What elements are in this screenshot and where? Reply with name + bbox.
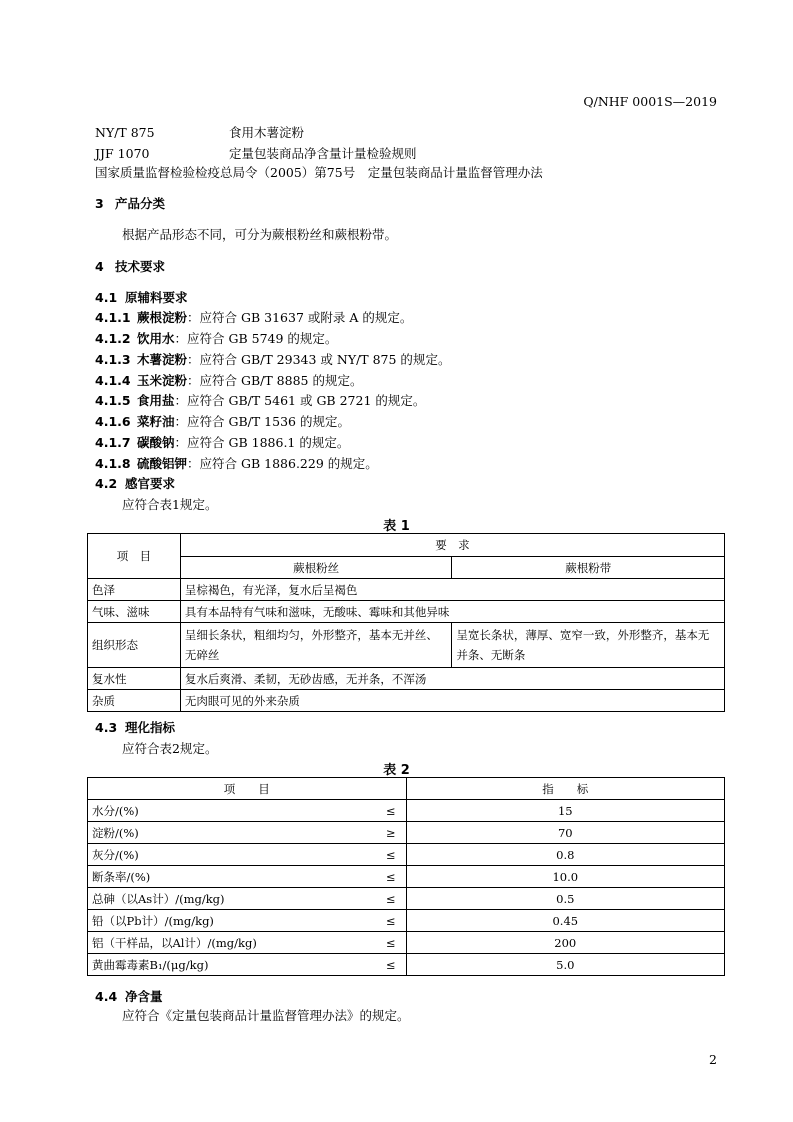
requirement-item: 4.1.4 玉米淀粉：应符合 GB/T 8885 的规定。 <box>95 373 363 388</box>
requirement-item: 4.1.2 饮用水：应符合 GB 5749 的规定。 <box>95 331 338 346</box>
table-row: 断条率/(%) ≤ 10.0 <box>88 866 725 888</box>
table-header-indicator: 指 标 <box>406 778 724 800</box>
table-1-caption: 表 1 <box>383 519 410 534</box>
table-row: 水分/(%) ≤ 15 <box>88 800 725 822</box>
table-row: 灰分/(%) ≤ 0.8 <box>88 844 725 866</box>
section-4-2-text: 应符合表1规定。 <box>122 497 218 512</box>
requirement-item: 4.1.6 菜籽油：应符合 GB/T 1536 的规定。 <box>95 414 350 429</box>
physicochemical-table <box>87 777 725 976</box>
section-4-2-heading: 4.2 感官要求 <box>95 476 176 491</box>
table-row: 组织形态 呈细长条状，粗细均匀，外形整齐，基本无并丝、无碎丝 呈宽长条状，薄厚、宽窄一致，外形整齐，基本无并条、无断条 <box>88 623 725 668</box>
table-header-requirement: 要 求 <box>180 534 724 557</box>
reference-row: 国家质量监督检验检疫总局令（2005）第75号 定量包装商品计量监督管理办法 <box>95 165 543 180</box>
table-row: 总砷（以As计）/(mg/kg) ≤ 0.5 <box>88 888 725 910</box>
requirement-item: 4.1.8 硫酸铝钾：应符合 GB 1886.229 的规定。 <box>95 456 378 471</box>
section-4-3-heading: 4.3 理化指标 <box>95 720 176 735</box>
section-4-3-text: 应符合表2规定。 <box>122 741 218 756</box>
table-header-fensi: 蕨根粉丝 <box>180 557 452 579</box>
table-row: 铅（以Pb计）/(mg/kg) ≤ 0.45 <box>88 910 725 932</box>
requirement-item: 4.1.5 食用盐：应符合 GB/T 5461 或 GB 2721 的规定。 <box>95 393 426 408</box>
reference-title: 定量包装商品净含量计量检验规则 <box>229 146 417 161</box>
table-row: 铝（干样品，以Al计）/(mg/kg) ≤ 200 <box>88 932 725 954</box>
table-row: 杂质 无肉眼可见的外来杂质 <box>88 690 725 712</box>
table-row: 气味、滋味 具有本品特有气味和滋味，无酸味、霉味和其他异味 <box>88 601 725 623</box>
table-2-caption: 表 2 <box>383 763 410 778</box>
table-row: 色泽 呈棕褐色，有光泽，复水后呈褐色 <box>88 579 725 601</box>
reference-title: 食用木薯淀粉 <box>229 125 305 140</box>
section-4-heading: 4 技术要求 <box>95 259 166 274</box>
table-row: 淀粉/(%) ≥ 70 <box>88 822 725 844</box>
section-3-text: 根据产品形态不同，可分为蕨根粉丝和蕨根粉带。 <box>122 227 398 242</box>
reference-row <box>95 123 304 141</box>
table-header-item: 项 目 <box>88 778 407 800</box>
reference-code: JJF 1070 <box>95 146 150 161</box>
page-number: 2 <box>709 1052 717 1067</box>
table-row: 复水性 复水后爽滑、柔韧，无砂齿感，无并条，不浑汤 <box>88 668 725 690</box>
requirement-item: 4.1.7 碳酸钠：应符合 GB 1886.1 的规定。 <box>95 435 350 450</box>
requirement-item: 4.1.1 蕨根淀粉：应符合 GB 31637 或附录 A 的规定。 <box>95 310 413 325</box>
table-row: 黄曲霉毒素B₁/(μg/kg) ≤ 5.0 <box>88 954 725 976</box>
reference-row <box>95 144 417 162</box>
sensory-requirements-table <box>87 533 725 712</box>
section-4-4-heading: 4.4 净含量 <box>95 989 163 1004</box>
section-4-1-heading: 4.1 原辅料要求 <box>95 290 188 305</box>
table-header-fendai: 蕨根粉带 <box>452 557 725 579</box>
requirement-item: 4.1.3 木薯淀粉：应符合 GB/T 29343 或 NY/T 875 的规定。 <box>95 352 451 367</box>
reference-code: NY/T 875 <box>95 125 155 140</box>
section-4-4-text: 应符合《定量包装商品计量监督管理办法》的规定。 <box>122 1008 410 1023</box>
table-header-item: 项 目 <box>88 534 181 579</box>
section-3-heading: 3 产品分类 <box>95 196 166 211</box>
standard-code-header: Q/NHF 0001S—2019 <box>583 94 717 109</box>
